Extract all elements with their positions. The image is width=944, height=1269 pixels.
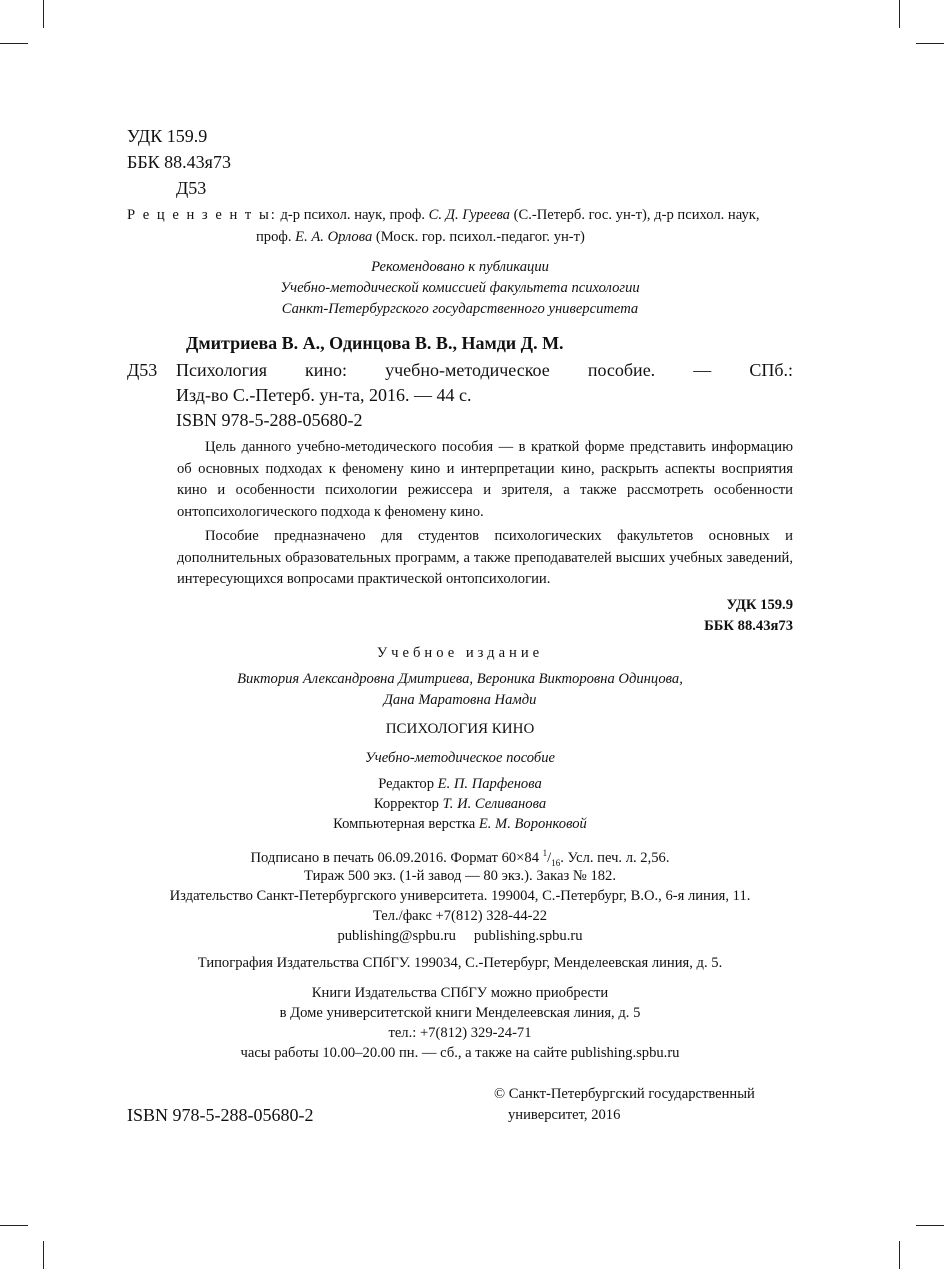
- email-link[interactable]: publishing@spbu.ru: [337, 928, 456, 944]
- reviewers-text-2a: проф.: [256, 229, 296, 245]
- copyright-line-2: университет, 2016: [508, 1107, 621, 1123]
- site-link[interactable]: publishing.spbu.ru: [473, 928, 583, 944]
- abstract-paragraph-1: Цель данного учебно-методического пособия — в краткой форме представить информацию об основных подходах к феномену кино и интерпретации кино, раскрыть аспекты восприятия кино и особенности психологии режиссера и зрителя, а также рассмотреть особенности онтопсихологического подхода к феномену кино.: [177, 439, 793, 521]
- format-fraction-slash: /: [547, 849, 552, 866]
- format-fraction-num: 1: [542, 848, 548, 858]
- edition-type: Учебное издание: [376, 645, 544, 661]
- reviewers-line-1: [127, 207, 760, 224]
- udk-header: УДК 159.9: [127, 126, 208, 146]
- corrector-line: [127, 796, 793, 813]
- reviewers-label: Р е ц е н з е н т ы:: [127, 207, 277, 223]
- edition-subtitle: Учебно-методическое пособие: [364, 750, 556, 766]
- shop-line-1: Книги Издательства СПбГУ можно приобрести: [311, 985, 609, 1001]
- abstract: [177, 437, 793, 591]
- contacts-line: [127, 928, 793, 945]
- crop-mark-top-right-vertical: [899, 0, 900, 28]
- shop-line-4: часы работы 10.00–20.00 пн. — сб., а также на сайте publishing.spbu.ru: [240, 1045, 680, 1061]
- crop-mark-top-left-horizontal: [0, 43, 28, 44]
- recommendation-line-3: Санкт-Петербургского государственного университета: [281, 301, 639, 317]
- recommendation-line-2: Учебно-методической комиссией факультета психологии: [280, 280, 640, 296]
- print-run-line: Тираж 500 экз. (1-й завод — 80 экз.). Заказ № 182.: [304, 868, 616, 884]
- corrector-label: Корректор: [373, 796, 443, 812]
- bib-authors: Дмитриева В. А., Одинцова В. В., Намди Д. М.: [186, 333, 564, 353]
- shop-line-3: тел.: +7(812) 329-24-71: [388, 1025, 532, 1041]
- bbk-right: ББК 88.43я73: [704, 618, 793, 634]
- edition-authors-line-2: Дана Маратовна Намди: [383, 692, 537, 708]
- bib-title-line-2: Изд-во С.-Петерб. ун-та, 2016. — 44 с.: [176, 385, 472, 405]
- signed-text-post: . Усл. печ. л. 2,56.: [560, 849, 670, 866]
- bib-isbn: ISBN 978-5-288-05680-2: [176, 410, 363, 430]
- crop-mark-bottom-right-horizontal: [916, 1225, 944, 1226]
- footer-isbn: ISBN 978-5-288-05680-2: [127, 1105, 314, 1125]
- bib-title-line-1: Психология кино: учебно-методическое пособие. — СПб.:: [176, 360, 793, 380]
- layout-label: Компьютерная верстка: [333, 816, 479, 832]
- reviewers-text-1a: д-р психол. наук, проф.: [276, 207, 429, 223]
- edition-authors-line-1: Виктория Александровна Дмитриева, Вероника Викторовна Одинцова,: [237, 671, 683, 687]
- edition-title: ПСИХОЛОГИЯ КИНО: [385, 721, 535, 737]
- bbk-header: ББК 88.43я73: [127, 152, 231, 172]
- reviewer-name-1: С. Д. Гуреева: [428, 207, 510, 223]
- phone-line: Тел./факс +7(812) 328-44-22: [372, 908, 548, 924]
- reviewer-name-2: Е. А. Орлова: [295, 229, 373, 245]
- layout-name: Е. М. Воронковой: [478, 816, 587, 832]
- udk-right: УДК 159.9: [726, 597, 793, 613]
- signed-line: [127, 848, 793, 868]
- corrector-name: Т. И. Селиванова: [442, 796, 547, 812]
- recommendation-line-1: Рекомендовано к публикации: [371, 259, 549, 275]
- crop-mark-bottom-right-vertical: [899, 1241, 900, 1269]
- abstract-paragraph-2: Пособие предназначено для студентов психологических факультетов основных и дополнительных образовательных программ, а также преподавателей высших учебных заведений, интересующихся вопросами практической онтопсихологии.: [177, 527, 793, 588]
- crop-mark-top-left-vertical: [43, 0, 44, 28]
- reviewers-line-2: [256, 229, 585, 246]
- shop-line-2: в Доме университетской книги Менделеевская линия, д. 5: [279, 1005, 641, 1021]
- editor-line: [127, 776, 793, 793]
- crop-mark-bottom-left-vertical: [43, 1241, 44, 1269]
- editor-name: Е. П. Парфенова: [437, 776, 542, 792]
- reviewers-text-2b: (Моск. гор. психол.-педагог. ун-т): [372, 229, 585, 245]
- editor-label: Редактор: [378, 776, 438, 792]
- printing-house-line: Типография Издательства СПбГУ. 199034, С.-Петербург, Менделеевская линия, д. 5.: [197, 955, 723, 971]
- crop-mark-top-right-horizontal: [916, 43, 944, 44]
- crop-mark-bottom-left-horizontal: [0, 1225, 28, 1226]
- format-fraction-den: 16: [551, 857, 561, 868]
- reviewers-text-1b: (С.-Петерб. гос. ун-т), д-р психол. наук,: [509, 207, 760, 223]
- signed-text-pre: Подписано в печать 06.09.2016. Формат 60×84: [250, 849, 543, 866]
- publisher-line: Издательство Санкт-Петербургского университета. 199004, С.-Петербург, В.О., 6-я линия, 11.: [169, 888, 751, 904]
- bib-code: Д53: [127, 360, 158, 380]
- layout-line: [127, 816, 793, 833]
- copyright-line-1: © Санкт-Петербургский государственный: [494, 1086, 755, 1102]
- author-code-header: Д53: [176, 178, 207, 198]
